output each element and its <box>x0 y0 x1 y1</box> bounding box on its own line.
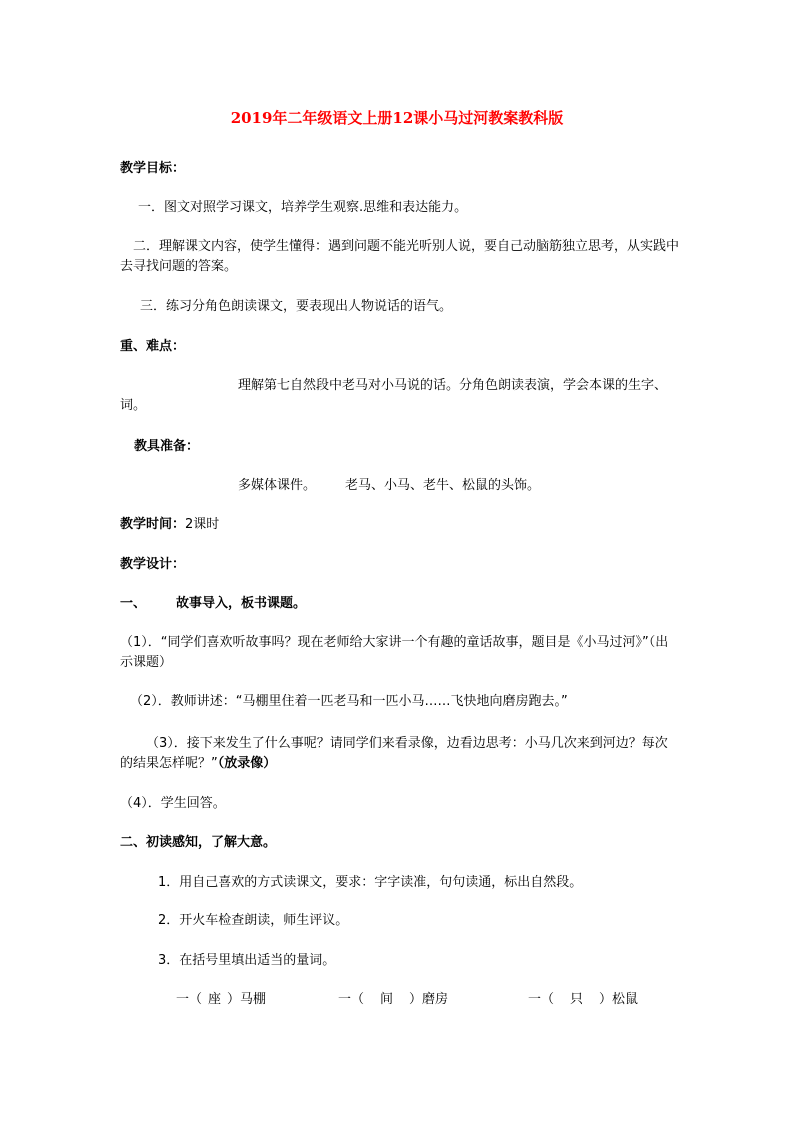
section1-para-4: （4）．学生回答。 <box>120 796 226 811</box>
section1-para-3-text: （3）．接下来发生了什么事呢？请同学们来看录像，边看边思考：小马几次来到河边？每次的结果怎样呢？” <box>120 736 668 771</box>
prep-text-1: 多媒体课件。 <box>238 478 317 493</box>
fill-item-1 <box>176 991 266 1009</box>
fill-item-1-answer: 座 <box>208 992 222 1007</box>
fill-item-1-pre: 一（ <box>176 992 203 1007</box>
fill-item-2-pre: 一（ <box>338 992 365 1007</box>
section1-heading: 故事导入，板书课题。 <box>176 596 307 611</box>
section2-item-2: 2．开火车检查朗读，师生评议。 <box>158 913 349 928</box>
fill-item-3-pre: 一（ <box>528 992 555 1007</box>
keypoints-heading: 重、难点： <box>120 339 186 354</box>
fill-item-3-answer: 只 <box>570 992 584 1007</box>
section2-item-3: 3．在括号里填出适当的量词。 <box>158 953 336 968</box>
fill-item-3-post: ）松鼠 <box>599 992 639 1007</box>
goal-item-2: 二．理解课文内容，使学生懂得：遇到问题不能光听别人说，要自己动脑筋独立思考，从实践中去寻找问题的答案。 <box>120 239 680 274</box>
time-value: 2课时 <box>185 517 220 532</box>
fill-item-2 <box>338 991 448 1009</box>
section1-para-3-bold: （放录像） <box>217 756 277 771</box>
prep-text-2: 老马、小马、老牛、松鼠的头饰。 <box>345 478 541 493</box>
fill-item-3 <box>528 991 638 1009</box>
section2-item-1: 1．用自己喜欢的方式读课文，要求：字字读准，句句读通，标出自然段。 <box>158 875 583 890</box>
goal-item-1: 一．图文对照学习课文，培养学生观察.思维和表达能力。 <box>138 200 468 215</box>
fill-item-1-post: ）马棚 <box>227 992 267 1007</box>
section1-para-2: （2）．教师讲述：“马棚里住着一匹老马和一匹小马……飞快地向磨房跑去。” <box>130 694 568 709</box>
design-heading: 教学设计： <box>120 557 186 572</box>
time-label: 教学时间： <box>120 517 186 532</box>
section1-number: 一、 <box>120 596 147 611</box>
section1-para-1: （1）．“同学们喜欢听故事吗？现在老师给大家讲一个有趣的童话故事，题目是《小马过河》”（出示课题） <box>120 635 669 670</box>
section2-heading: 二、初读感知，了解大意。 <box>120 835 277 850</box>
prep-heading: 教具准备： <box>134 439 200 454</box>
section1-para-3 <box>120 734 680 774</box>
keypoints-text: 理解第七自然段中老马对小马说的话。分角色朗读表演，学会本课的生字、词。 <box>120 378 668 413</box>
goal-item-3: 三．练习分角色朗读课文，要表现出人物说话的语气。 <box>140 299 453 314</box>
document-title: 2019年二年级语文上册12课小马过河教案教科版 <box>230 109 564 127</box>
goals-heading: 教学目标： <box>120 161 186 176</box>
fill-item-2-answer: 间 <box>380 992 394 1007</box>
fill-item-2-post: ）磨房 <box>409 992 449 1007</box>
time-line <box>120 516 219 534</box>
